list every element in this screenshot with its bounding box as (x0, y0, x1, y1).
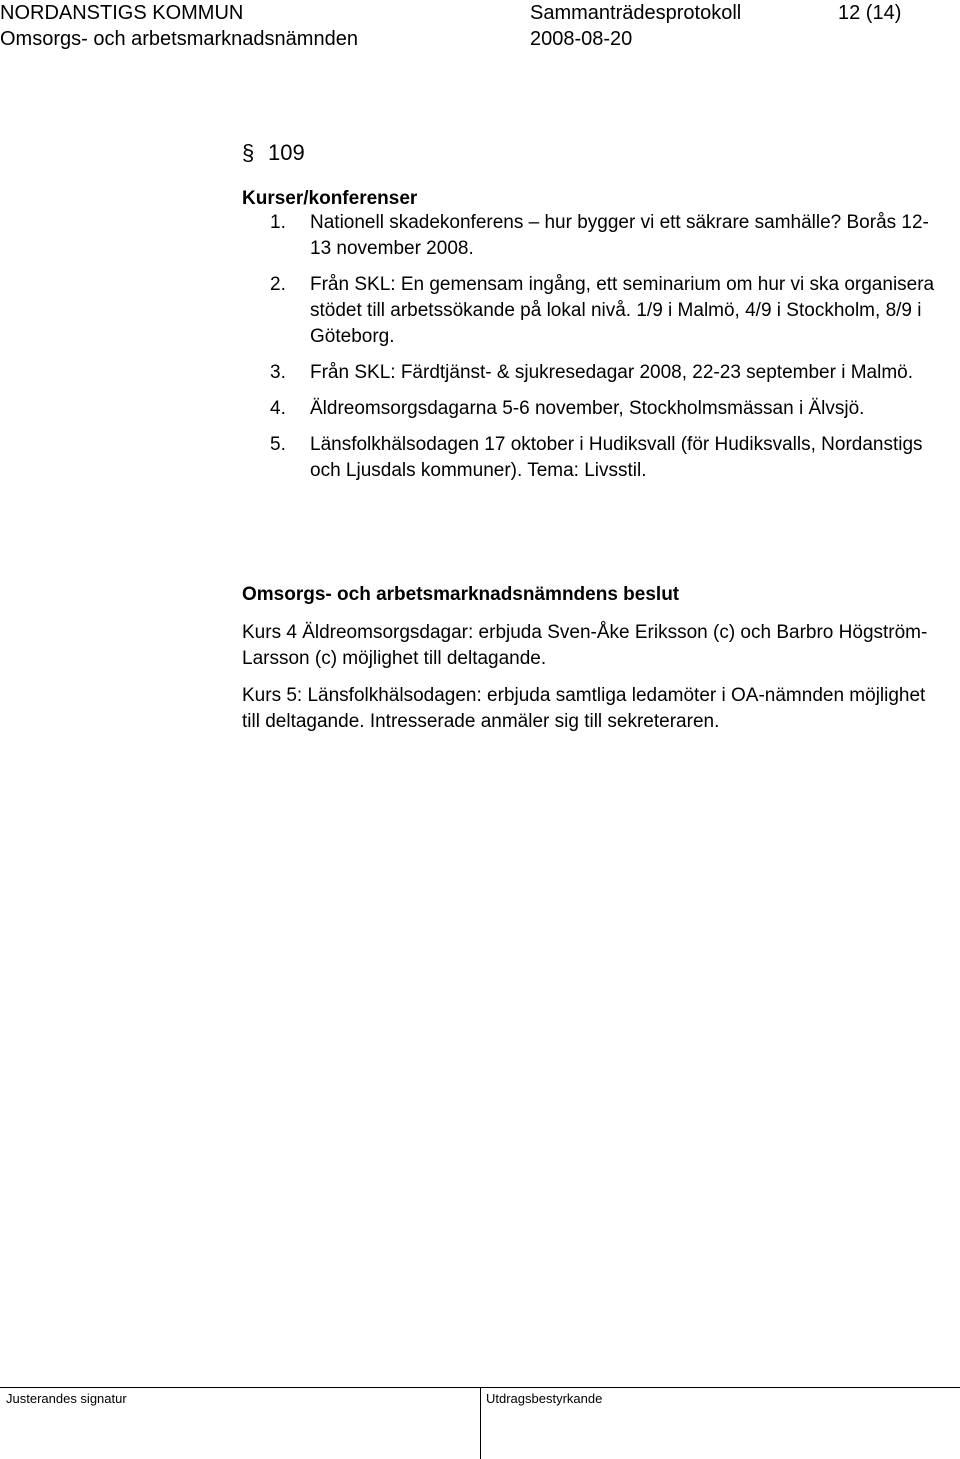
list-item-number: 4. (270, 398, 286, 419)
list-item (270, 210, 950, 262)
footer-column-divider (480, 1387, 481, 1459)
list-item-text: Från SKL: Färdtjänst- & sjukresedagar 2008, 22-23 september i Malmö. (310, 362, 914, 383)
decision-paragraph-1: Kurs 4 Äldreomsorgsdagar: erbjuda Sven-Åke Eriksson (c) och Barbro Högström-Larsson (c) möjlighet till deltagande. (242, 622, 928, 669)
decision-heading: Omsorgs- och arbetsmarknadsnämndens beslut (242, 584, 680, 605)
header-municipality: NORDANSTIGS KOMMUN (0, 2, 244, 24)
section-number: 109 (268, 140, 305, 165)
course-list (270, 210, 950, 494)
header-page-number: 12 (14) (838, 2, 902, 24)
list-item-text: Länsfolkhälsodagen 17 oktober i Hudiksvall (för Hudiksvalls, Nordanstigs och Ljusdals kommuner). Tema: Livsstil. (310, 434, 923, 481)
list-item (270, 272, 950, 350)
list-item (270, 396, 950, 422)
footer-signature-label: Justerandes signatur (6, 1391, 127, 1406)
list-item-number: 2. (270, 274, 286, 295)
section-heading: Kurser/konferenser (242, 188, 418, 209)
header-doc-type: Sammanträdesprotokoll (530, 2, 742, 24)
list-item-number: 3. (270, 362, 286, 383)
list-item (270, 432, 950, 484)
list-item-text: Nationell skadekonferens – hur bygger vi ett säkrare samhälle? Borås 12-13 november 2008. (310, 212, 929, 259)
footer-certification-label: Utdragsbestyrkande (486, 1391, 603, 1406)
header-committee: Omsorgs- och arbetsmarknadsnämnden (0, 28, 358, 50)
decision-paragraph-2: Kurs 5: Länsfolkhälsodagen: erbjuda samtliga ledamöter i OA-nämnden möjlighet till deltagande. Intresserade anmäler sig till sekreteraren. (242, 685, 926, 732)
list-item (270, 360, 950, 386)
header-date: 2008-08-20 (530, 28, 633, 50)
list-item-text: Äldreomsorgsdagarna 5-6 november, Stockholmsmässan i Älvsjö. (310, 398, 865, 419)
list-item-text: Från SKL: En gemensam ingång, ett seminarium om hur vi ska organisera stödet till arbetssökande på lokal nivå. 1/9 i Malmö, 4/9 i Stockholm, 8/9 i Göteborg. (310, 274, 935, 347)
section-sign: § (242, 140, 255, 165)
list-item-number: 5. (270, 434, 286, 455)
list-item-number: 1. (270, 212, 286, 233)
